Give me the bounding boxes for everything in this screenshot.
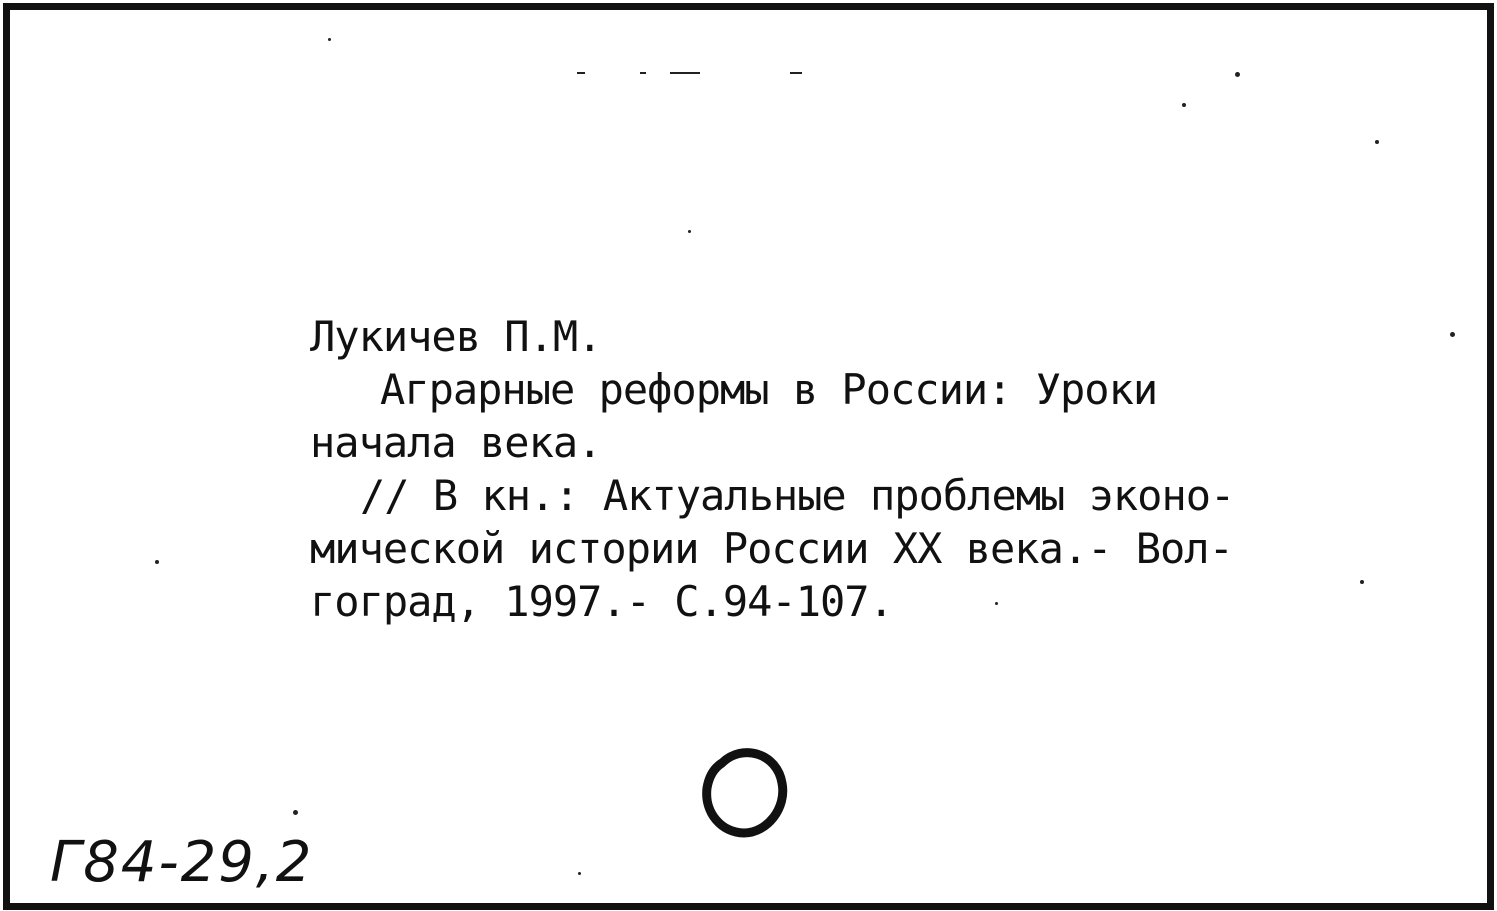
scan-speck — [790, 72, 802, 74]
title-line-1: Аграрные реформы в России: Уроки — [380, 365, 1158, 414]
scan-speck — [688, 230, 691, 233]
bibliographic-record — [310, 310, 1234, 628]
scan-speck — [640, 72, 646, 74]
catalog-card — [3, 3, 1494, 910]
source-line-3: гоград, 1997.- С.94-107. — [310, 577, 893, 626]
scan-speck — [1375, 140, 1379, 144]
author-name: Лукичев П.М. — [310, 312, 602, 361]
scan-speck — [578, 872, 581, 875]
scan-speck — [577, 72, 585, 74]
scan-speck — [328, 38, 331, 41]
punch-hole-icon — [692, 738, 802, 848]
scan-speck — [995, 602, 998, 605]
scan-speck — [670, 72, 700, 74]
scan-speck — [155, 560, 159, 564]
scan-speck — [1450, 332, 1455, 337]
scan-speck — [1182, 103, 1186, 107]
scan-speck — [1235, 72, 1240, 77]
scan-speck — [1360, 580, 1364, 584]
handwritten-shelfmark: Г84-29,2 — [50, 830, 314, 895]
source-line-1: // В кн.: Актуальные проблемы эконо- — [360, 471, 1235, 520]
title-line-2: начала века. — [310, 418, 602, 467]
source-line-2: мической истории России XX века.- Вол- — [310, 524, 1233, 573]
scan-speck — [293, 810, 298, 815]
